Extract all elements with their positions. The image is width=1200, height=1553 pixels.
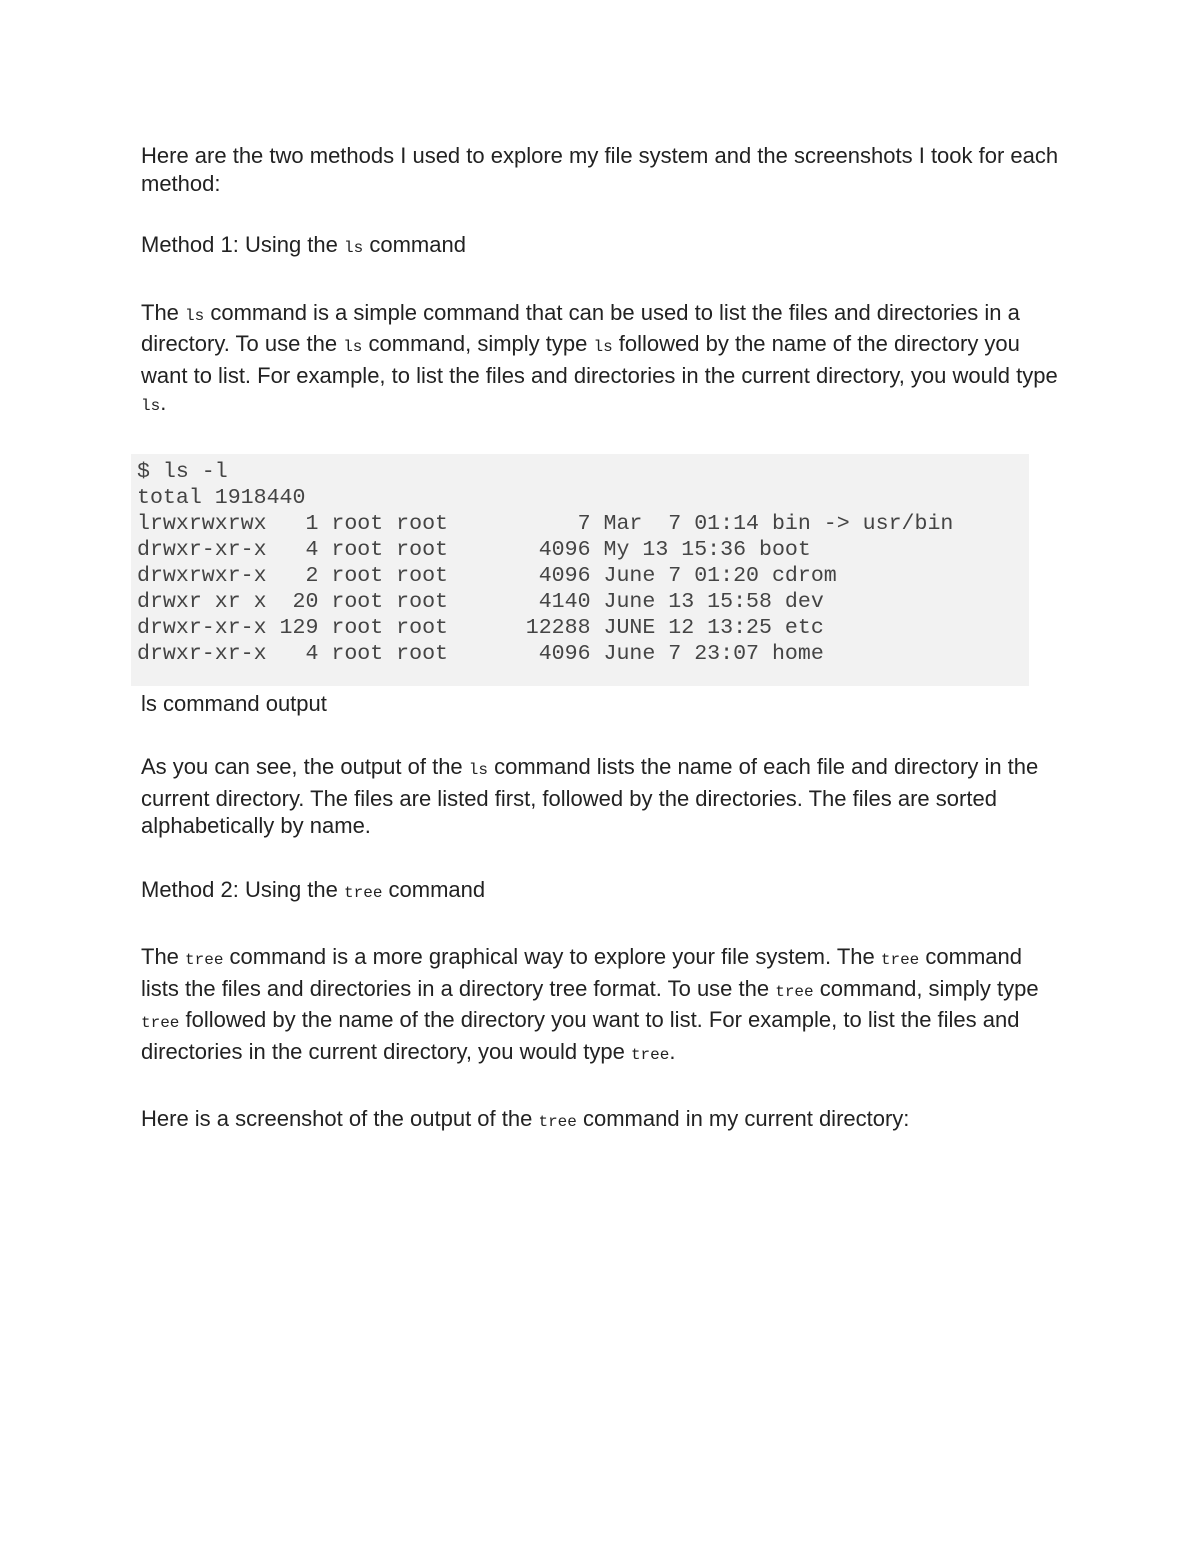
- paragraph-text: command is a simple command that can be used to list the files and directories in a directory. To use the: [141, 299, 1020, 356]
- inline-code: tree: [538, 1113, 577, 1131]
- method1-paragraph: [141, 299, 1061, 421]
- terminal-line: drwxr-xr-x 4 root root 4096 My 13 15:36 boot: [137, 537, 811, 562]
- inline-code: ls: [185, 306, 205, 325]
- terminal-line: drwxrwxr-x 2 root root 4096 June 7 01:20 cdrom: [137, 563, 837, 588]
- paragraph-text: Here is a screenshot of the output of the: [141, 1106, 539, 1131]
- terminal-line: drwxr xr x 20 root root 4140 June 13 15:58 dev: [137, 589, 824, 614]
- terminal-screenshot: [131, 454, 1029, 686]
- paragraph-text: command is a more graphical way to explore your file system. The: [223, 944, 881, 969]
- paragraph-text: The: [141, 944, 186, 969]
- paragraph-text: .: [669, 1038, 676, 1064]
- paragraph-text: The: [141, 299, 186, 325]
- method1-heading: [141, 231, 1061, 263]
- tree-intro-paragraph: [141, 1105, 1061, 1137]
- method1-heading-text: command: [363, 232, 466, 257]
- method2-heading-text: command: [382, 876, 486, 902]
- paragraph-text: command in my current directory:: [576, 1106, 910, 1131]
- inline-code: tree: [141, 1014, 180, 1032]
- inline-code: tree: [185, 951, 224, 969]
- document-page: [137, 142, 1061, 1137]
- inline-code: ls: [468, 761, 488, 779]
- paragraph-text: .: [160, 390, 167, 415]
- paragraph-text: As you can see, the output of the: [141, 754, 469, 779]
- paragraph-text: command, simply type: [813, 975, 1039, 1001]
- inline-code: tree: [880, 951, 920, 969]
- method2-heading: [141, 876, 1061, 908]
- ls-explanation-paragraph: [141, 753, 1061, 840]
- method1-heading-text: Method 1: Using the: [141, 232, 345, 257]
- inline-code: tree: [630, 1045, 670, 1064]
- paragraph-text: command, simply type: [362, 331, 594, 356]
- paragraph-text: command lists the name of each file and directory in the current directory. The files are listed first, followed by the directories. The files are sorted alphabetically by name.: [141, 754, 1039, 838]
- figure-caption: ls command output: [141, 690, 327, 716]
- inline-code: ls: [343, 338, 363, 356]
- intro-paragraph: Here are the two methods I used to explore my file system and the screenshots I took for each method:: [141, 143, 1059, 196]
- paragraph-text: followed by the name of the directory you want to list. For example, to list the files and directories in the current directory, you would type: [141, 331, 1058, 388]
- terminal-line: drwxr-xr-x 129 root root 12288 JUNE 12 13:25 etc: [137, 615, 824, 640]
- method2-paragraph: [141, 943, 1061, 1069]
- inline-code: tree: [775, 982, 814, 1001]
- inline-code: ls: [141, 397, 161, 415]
- terminal-line: total 1918440: [137, 485, 306, 510]
- terminal-line: $ ls -l: [137, 459, 228, 484]
- terminal-output: [137, 459, 1029, 667]
- method2-heading-text: Method 2: Using the: [141, 876, 345, 902]
- inline-code: tree: [344, 883, 383, 902]
- inline-code: ls: [593, 338, 613, 356]
- terminal-line: lrwxrwxrwx 1 root root 7 Mar 7 01:14 bin -> usr/bin: [137, 511, 954, 536]
- paragraph-text: command lists the files and directories in a directory tree format. To use the: [141, 944, 1022, 1001]
- paragraph-text: followed by the name of the directory you want to list. For example, to list the files and directories in the current directory, you would type: [141, 1007, 1020, 1064]
- terminal-line: drwxr-xr-x 4 root root 4096 June 7 23:07 home: [137, 641, 824, 666]
- inline-code: ls: [344, 239, 364, 257]
